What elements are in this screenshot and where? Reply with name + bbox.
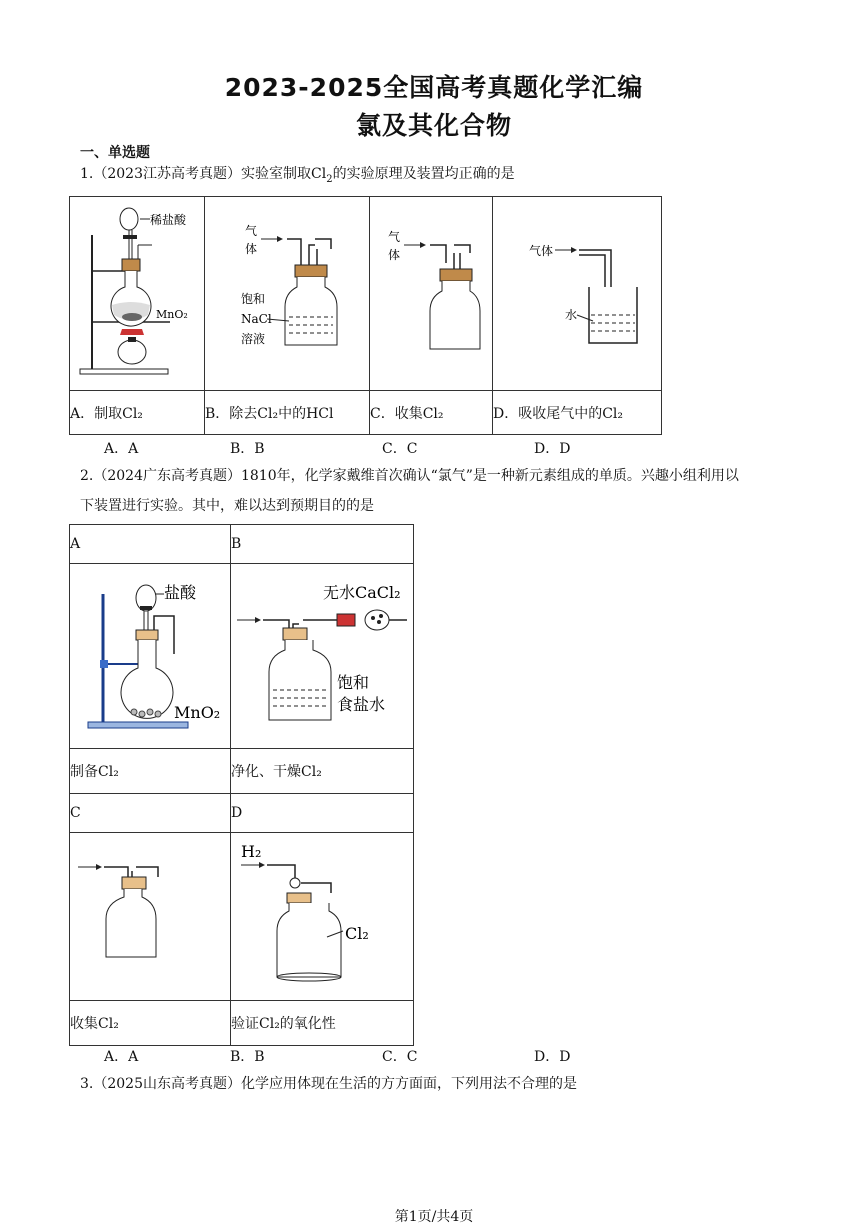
svg-text:体: 体 — [388, 248, 401, 262]
question-1-table — [69, 196, 662, 435]
svg-text:MnO₂: MnO₂ — [174, 703, 221, 722]
question-3-stem: 3.（2025山东高考真题）化学应用体现在生活的方方面面，下列用法不合理的是 — [80, 1076, 577, 1092]
q2-header-a: A — [70, 525, 231, 564]
svg-text:气: 气 — [245, 224, 258, 238]
question-1-stem: 1.（2023江苏高考真题）实验室制取$Cl_2$的实验原理及装置均正确的是 — [80, 166, 515, 185]
q2-option-c[interactable]: C．C — [382, 1049, 418, 1065]
q2-figure-a — [70, 564, 231, 749]
question-2-stem-line2: 下装置进行实验。其中，难以达到预期目的的是 — [80, 498, 374, 514]
section-heading: 一、单选题 — [80, 145, 150, 161]
q1-figure-a — [70, 197, 205, 391]
svg-text:H₂: H₂ — [241, 842, 262, 861]
page-subtitle: 氯及其化合物 — [355, 111, 512, 140]
q2-figure-b — [231, 564, 414, 749]
q1-figure-d — [493, 197, 662, 391]
svg-text:气体: 气体 — [529, 244, 554, 258]
svg-text:盐酸: 盐酸 — [164, 583, 197, 602]
q2-caption-c: 收集Cl₂ — [70, 1001, 231, 1046]
svg-text:气: 气 — [388, 230, 401, 244]
question-2-options — [0, 1046, 868, 1066]
q2-figure-d — [231, 833, 414, 1001]
question-2-stem-line1: 2.（2024广东高考真题）1810年，化学家戴维首次确认“氯气”是一种新元素组成的单质。兴趣小组利用以 — [80, 468, 739, 484]
question-1-options — [0, 438, 868, 458]
q1-caption-a: A．制取Cl₂ — [70, 391, 205, 435]
question-2-table — [69, 524, 414, 1046]
q1-option-a[interactable]: A．A — [104, 441, 139, 457]
q2-option-b[interactable]: B．B — [230, 1049, 265, 1065]
q2-caption-b: 净化、干燥Cl₂ — [231, 749, 414, 794]
svg-text:无水CaCl₂: 无水CaCl₂ — [323, 583, 401, 602]
q1-caption-b: B．除去Cl₂中的HCl — [205, 391, 370, 435]
svg-text:饱和: 饱和 — [241, 292, 266, 306]
q2-option-d[interactable]: D．D — [534, 1049, 571, 1065]
q1-a-label-acid: 稀盐酸 — [150, 213, 187, 227]
svg-text:溶液: 溶液 — [241, 332, 266, 346]
q1-option-c[interactable]: C．C — [382, 441, 418, 457]
q1-figure-b — [205, 197, 370, 391]
q1-caption-c: C．收集Cl₂ — [370, 391, 493, 435]
svg-text:食盐水: 食盐水 — [337, 695, 386, 714]
q2-header-b: B — [231, 525, 414, 564]
q1-caption-d: D．吸收尾气中的Cl₂ — [493, 391, 662, 435]
q2-header-c: C — [70, 794, 231, 833]
svg-text:饱和: 饱和 — [337, 673, 370, 692]
q1-option-b[interactable]: B．B — [230, 441, 265, 457]
q2-caption-a: 制备Cl₂ — [70, 749, 231, 794]
svg-text:体: 体 — [245, 242, 258, 256]
q1-a-label-mno2: MnO₂ — [156, 308, 188, 321]
svg-text:NaCl: NaCl — [241, 312, 272, 326]
q2-option-a[interactable]: A．A — [104, 1049, 139, 1065]
q2-header-d: D — [231, 794, 414, 833]
page-title: 2023-2025全国高考真题化学汇编 — [224, 73, 644, 102]
page-footer: 第1页/共4页 — [394, 1209, 474, 1225]
q2-caption-d: 验证Cl₂的氧化性 — [231, 1001, 414, 1046]
q1-figure-c — [370, 197, 493, 391]
q2-figure-c — [70, 833, 231, 1001]
svg-text:水: 水 — [565, 308, 578, 322]
svg-text:Cl₂: Cl₂ — [345, 924, 369, 943]
q1-option-d[interactable]: D．D — [534, 441, 571, 457]
